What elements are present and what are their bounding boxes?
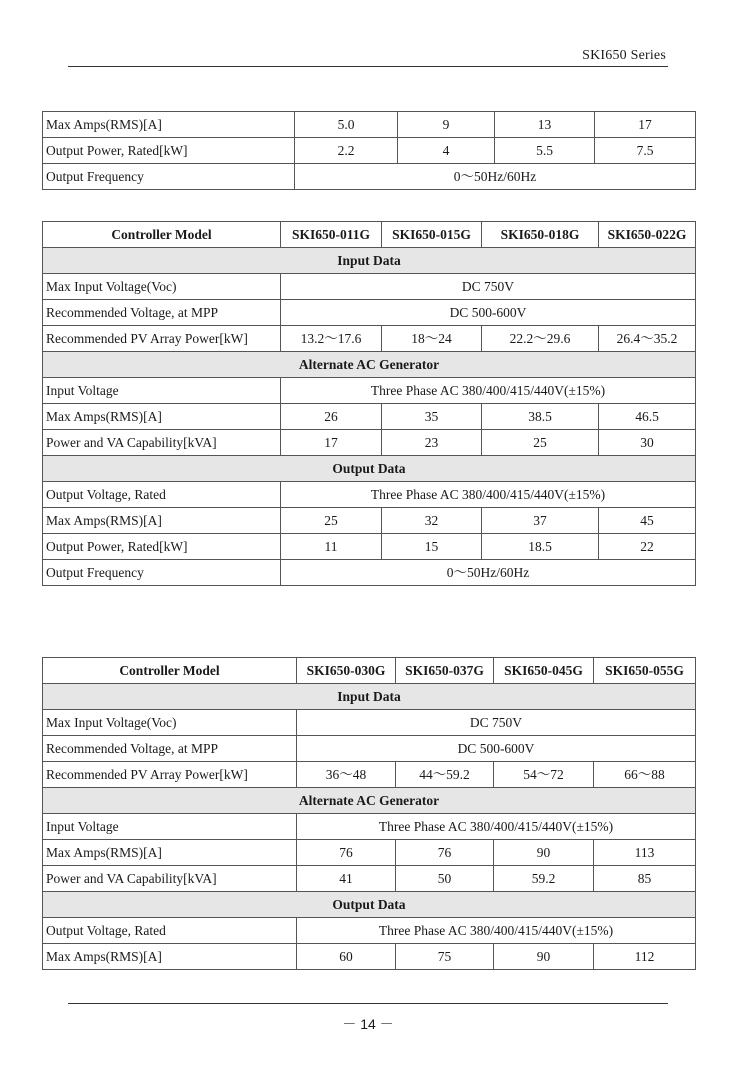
row-label: Max Amps(RMS)[A] [43, 404, 281, 430]
cell-span-value: 0～50Hz/60Hz [281, 560, 696, 586]
section-row [43, 456, 696, 482]
cell-value: 44～59.2 [396, 762, 494, 788]
cell-value: 37 [482, 508, 599, 534]
table-row [43, 164, 696, 190]
cell-span-value: Three Phase AC 380/400/415/440V(±15%) [297, 918, 696, 944]
cell-span-value: Three Phase AC 380/400/415/440V(±15%) [281, 378, 696, 404]
cell-value: 17 [595, 112, 696, 138]
cell-value: 85 [594, 866, 696, 892]
section-row [43, 684, 696, 710]
cell-value: 54～72 [494, 762, 594, 788]
row-label: Output Frequency [43, 560, 281, 586]
section-title: Input Data [43, 684, 696, 710]
table-row [43, 112, 696, 138]
cell-value: 60 [297, 944, 396, 970]
cell-value: 66～88 [594, 762, 696, 788]
cell-value: 30 [599, 430, 696, 456]
model-header: SKI650-022G [599, 222, 696, 248]
cell-span-value: 0～50Hz/60Hz [295, 164, 696, 190]
header-label: Controller Model [43, 658, 297, 684]
row-label: Max Amps(RMS)[A] [43, 944, 297, 970]
table-row [43, 404, 696, 430]
footer-rule [68, 1003, 668, 1004]
cell-span-value: Three Phase AC 380/400/415/440V(±15%) [281, 482, 696, 508]
table-row [43, 840, 696, 866]
table-row [43, 814, 696, 840]
spec-table-030g-055g [42, 657, 696, 970]
row-label: Output Voltage, Rated [43, 918, 297, 944]
spec-table-011g-022g [42, 221, 696, 586]
cell-value: 2.2 [295, 138, 398, 164]
section-title: Output Data [43, 892, 696, 918]
cell-value: 7.5 [595, 138, 696, 164]
section-title: Alternate AC Generator [43, 352, 696, 378]
section-row [43, 248, 696, 274]
cell-span-value: Three Phase AC 380/400/415/440V(±15%) [297, 814, 696, 840]
table-row [43, 762, 696, 788]
page-header-title: SKI650 Series [582, 48, 666, 63]
cell-value: 25 [482, 430, 599, 456]
table-row [43, 326, 696, 352]
cell-span-value: DC 500-600V [297, 736, 696, 762]
table-row [43, 430, 696, 456]
table-row [43, 138, 696, 164]
section-row [43, 352, 696, 378]
row-label: Recommended Voltage, at MPP [43, 736, 297, 762]
cell-span-value: DC 500-600V [281, 300, 696, 326]
model-header: SKI650-055G [594, 658, 696, 684]
cell-span-value: DC 750V [297, 710, 696, 736]
cell-value: 13 [495, 112, 595, 138]
cell-value: 23 [382, 430, 482, 456]
cell-value: 76 [297, 840, 396, 866]
cell-value: 18.5 [482, 534, 599, 560]
cell-value: 90 [494, 840, 594, 866]
section-title: Output Data [43, 456, 696, 482]
cell-value: 90 [494, 944, 594, 970]
table-row [43, 866, 696, 892]
cell-value: 45 [599, 508, 696, 534]
cell-value: 41 [297, 866, 396, 892]
cell-value: 5.5 [495, 138, 595, 164]
cell-value: 75 [396, 944, 494, 970]
cell-value: 4 [398, 138, 495, 164]
row-label: Max Amps(RMS)[A] [43, 112, 295, 138]
cell-value: 17 [281, 430, 382, 456]
section-title: Input Data [43, 248, 696, 274]
cell-value: 26.4～35.2 [599, 326, 696, 352]
model-header: SKI650-011G [281, 222, 382, 248]
cell-value: 13.2～17.6 [281, 326, 382, 352]
row-label: Max Amps(RMS)[A] [43, 508, 281, 534]
cell-value: 22 [599, 534, 696, 560]
cell-value: 5.0 [295, 112, 398, 138]
table-row [43, 944, 696, 970]
row-label: Max Input Voltage(Voc) [43, 710, 297, 736]
row-label: Output Voltage, Rated [43, 482, 281, 508]
cell-value: 112 [594, 944, 696, 970]
table-header-row [43, 222, 696, 248]
model-header: SKI650-030G [297, 658, 396, 684]
model-header: SKI650-015G [382, 222, 482, 248]
cell-value: 59.2 [494, 866, 594, 892]
table-row [43, 560, 696, 586]
row-label: Input Voltage [43, 378, 281, 404]
cell-value: 35 [382, 404, 482, 430]
table-row [43, 378, 696, 404]
row-label: Recommended Voltage, at MPP [43, 300, 281, 326]
cell-value: 50 [396, 866, 494, 892]
row-label: Output Power, Rated[kW] [43, 138, 295, 164]
cell-span-value: DC 750V [281, 274, 696, 300]
cell-value: 113 [594, 840, 696, 866]
header-rule [68, 66, 668, 67]
cell-value: 26 [281, 404, 382, 430]
model-header: SKI650-037G [396, 658, 494, 684]
row-label: Max Amps(RMS)[A] [43, 840, 297, 866]
cell-value: 32 [382, 508, 482, 534]
row-label: Output Frequency [43, 164, 295, 190]
cell-value: 9 [398, 112, 495, 138]
row-label: Input Voltage [43, 814, 297, 840]
row-label: Power and VA Capability[kVA] [43, 866, 297, 892]
table-row [43, 482, 696, 508]
cell-value: 11 [281, 534, 382, 560]
cell-value: 36～48 [297, 762, 396, 788]
cell-value: 15 [382, 534, 482, 560]
row-label: Max Input Voltage(Voc) [43, 274, 281, 300]
table-row [43, 918, 696, 944]
table-row [43, 710, 696, 736]
model-header: SKI650-018G [482, 222, 599, 248]
cell-value: 46.5 [599, 404, 696, 430]
model-header: SKI650-045G [494, 658, 594, 684]
header-label: Controller Model [43, 222, 281, 248]
section-row [43, 788, 696, 814]
cell-value: 25 [281, 508, 382, 534]
row-label: Output Power, Rated[kW] [43, 534, 281, 560]
cell-value: 18～24 [382, 326, 482, 352]
row-label: Power and VA Capability[kVA] [43, 430, 281, 456]
section-row [43, 892, 696, 918]
spec-table-continued [42, 111, 696, 190]
cell-value: 38.5 [482, 404, 599, 430]
table-row [43, 736, 696, 762]
table-header-row [43, 658, 696, 684]
page-number: － 14 － [342, 1016, 394, 1032]
table-row [43, 508, 696, 534]
cell-value: 22.2～29.6 [482, 326, 599, 352]
table-row [43, 534, 696, 560]
table-row [43, 300, 696, 326]
table-row [43, 274, 696, 300]
row-label: Recommended PV Array Power[kW] [43, 762, 297, 788]
cell-value: 76 [396, 840, 494, 866]
row-label: Recommended PV Array Power[kW] [43, 326, 281, 352]
section-title: Alternate AC Generator [43, 788, 696, 814]
